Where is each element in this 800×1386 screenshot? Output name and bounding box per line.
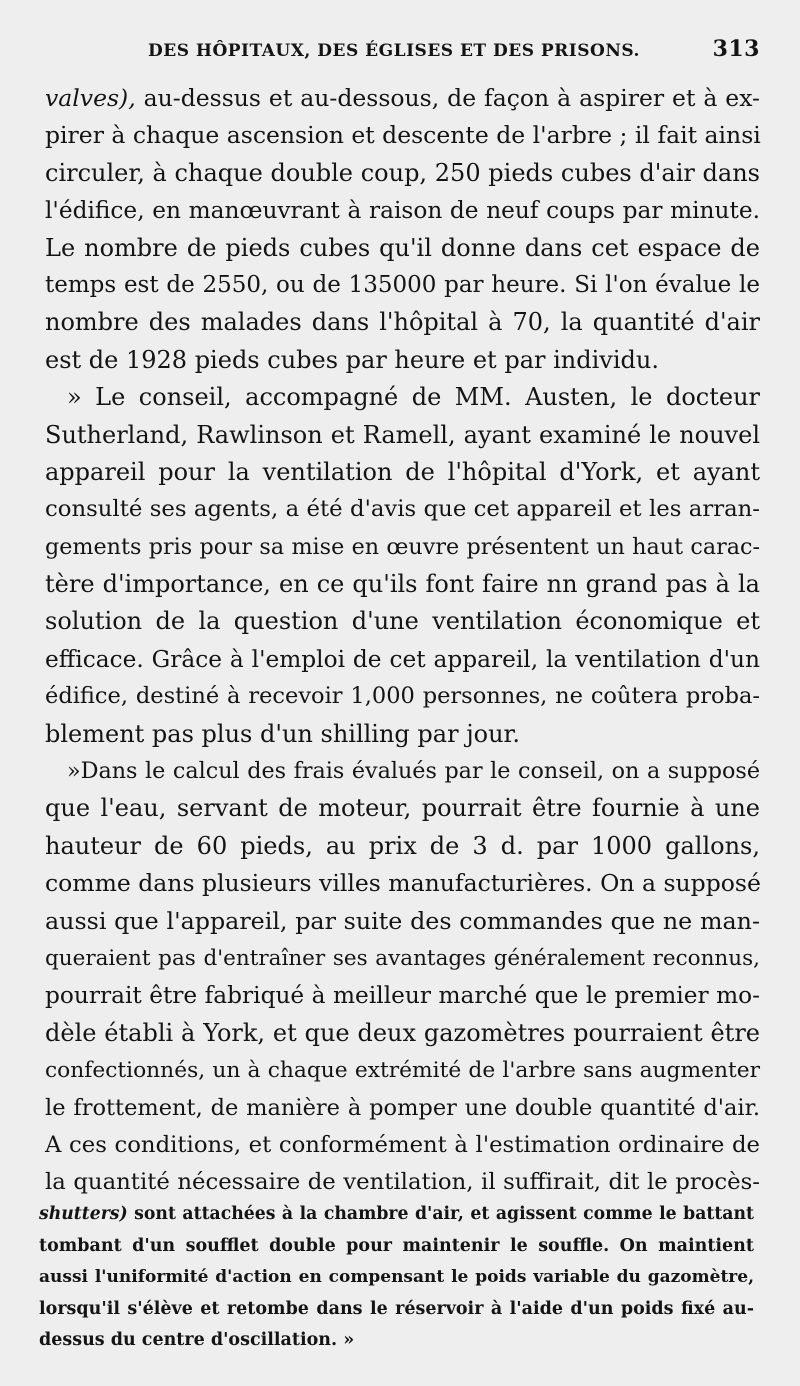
text-line: que l'eau, servant de moteur, pourrait être fournie à une <box>45 794 760 823</box>
text-line: Le nombre de pieds cubes qu'il donne dans cet espace de <box>45 233 760 262</box>
text-line: blement pas plus d'un shilling par jour. <box>45 719 521 748</box>
text-line: pourrait être fabriqué à meilleur marché que le premier mo- <box>45 982 760 1010</box>
footnote <box>39 1199 754 1357</box>
text-line: appareil pour la ventilation de l'hôpital d'York, et ayant <box>45 457 760 486</box>
text-line: aussi que l'appareil, par suite des commandes que ne man- <box>45 906 760 935</box>
footnote-line: tombant d'un soufflet double pour maintenir le souffle. On maintient <box>39 1235 754 1256</box>
text-line: consulté ses agents, a été d'avis que cet appareil et les arran- <box>45 496 760 523</box>
text-line: le frottement, de manière à pomper une double quantité d'air. <box>45 1094 760 1121</box>
text-line: efficace. Grâce à l'emploi de cet appareil, la ventilation d'un <box>45 645 760 673</box>
text-line: comme dans plusieurs villes manufacturières. On a supposé <box>45 869 761 898</box>
text-line: circuler, à chaque double coup, 250 pieds cubes d'air dans <box>45 158 760 187</box>
text-line: solution de la question d'une ventilation économique et <box>45 607 760 636</box>
text-line: hauteur de 60 pieds, au prix de 3 d. par 1000 gallons, <box>45 831 760 860</box>
text-line: temps est de 2550, ou de 135000 par heure. Si l'on évalue le <box>45 271 760 298</box>
text-line: A ces conditions, et conformément à l'estimation ordinaire de <box>45 1131 760 1158</box>
italic-word: shutters) <box>39 1204 128 1224</box>
body-text <box>45 80 760 1202</box>
text-line: tère d'importance, en ce qu'ils font faire nn grand pas à la <box>45 570 760 599</box>
text-line: est de 1928 pieds cubes par heure et par individu. <box>45 345 659 374</box>
text-line: pirer à chaque ascension et descente de l'arbre ; il fait ainsi <box>45 121 761 150</box>
text-line: dèle établi à York, et que deux gazomètres pourraient être <box>45 1018 760 1047</box>
text-line <box>45 80 760 117</box>
footnote-line-content: sont attachées à la chambre d'air, et agissent comme le battant <box>127 1204 754 1224</box>
running-title: DES HÔPITAUX, DES ÉGLISES ET DES PRISONS. <box>148 41 640 61</box>
page-number: 313 <box>712 36 760 62</box>
text-line: gements pris pour sa mise en œuvre présentent un haut carac- <box>45 533 760 560</box>
footnote-line: dessus du centre d'oscillation. » <box>39 1330 355 1350</box>
text-line: la quantité nécessaire de ventilation, il suffirait, dit le procès- <box>45 1169 760 1196</box>
page-header <box>148 36 760 76</box>
text-line: l'édifice, en manœuvrant à raison de neuf coups par minute. <box>45 197 760 225</box>
text-line: édifice, destiné à recevoir 1,000 personnes, ne coûtera proba- <box>45 683 760 710</box>
footnote-line: lorsqu'il s'élève et retombe dans le réservoir à l'aide d'un poids fixé au- <box>39 1298 754 1319</box>
text-line: Sutherland, Rawlinson et Ramell, ayant examiné le nouvel <box>45 420 760 449</box>
text-line: »Dans le calcul des frais évalués par le conseil, on a supposé <box>67 758 760 785</box>
footnote-line <box>39 1199 754 1231</box>
text-line-content: au-dessus et au-dessous, de façon à aspirer et à ex- <box>135 84 760 112</box>
text-line: » Le conseil, accompagné de MM. Austen, le docteur <box>67 383 760 412</box>
footnote-line: aussi l'uniformité d'action en compensant le poids variable du gazomètre, <box>39 1267 754 1287</box>
italic-word: valves), <box>45 84 136 112</box>
text-line: confectionnés, un à chaque extrémité de l'arbre sans augmenter <box>45 1058 760 1084</box>
text-line: nombre des malades dans l'hôpital à 70, la quantité d'air <box>45 308 760 337</box>
text-line: queraient pas d'entraîner ses avantages généralement reconnus, <box>45 945 760 971</box>
